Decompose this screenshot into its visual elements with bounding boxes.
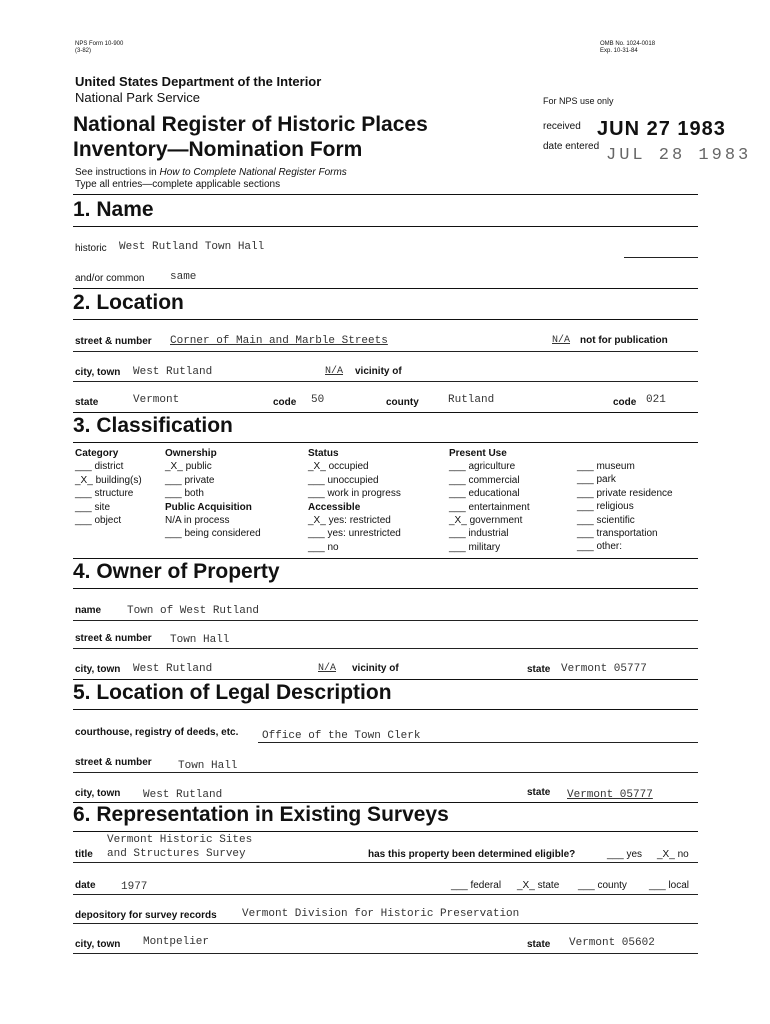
street-number-label: street & number bbox=[75, 336, 152, 347]
accessible-unrestricted: ___ yes: unrestricted bbox=[308, 528, 401, 540]
survey-city-label: city, town bbox=[75, 939, 121, 950]
owner-vicinity-value: N/A bbox=[318, 663, 337, 674]
use-museum: ___ museum bbox=[577, 461, 635, 472]
survey-date-value: 1977 bbox=[121, 881, 148, 893]
form-subtitle: Inventory—Nomination Form bbox=[73, 138, 363, 161]
use-commercial: ___ commercial bbox=[449, 474, 520, 486]
survey-title-value-line1: Vermont Historic Sites bbox=[107, 834, 253, 846]
county-code-value: 021 bbox=[646, 394, 666, 406]
underline bbox=[73, 620, 698, 621]
section-rule bbox=[73, 226, 698, 227]
courthouse-label: courthouse, registry of deeds, etc. bbox=[75, 727, 239, 738]
not-for-publication-label: not for publication bbox=[580, 335, 668, 346]
owner-state-label: state bbox=[527, 664, 551, 675]
level-state: _X_ state bbox=[517, 880, 560, 891]
agency-department: United States Department of the Interior bbox=[75, 74, 322, 89]
accessible-no: ___ no bbox=[308, 541, 339, 553]
owner-name-value: Town of West Rutland bbox=[127, 605, 260, 617]
underline bbox=[73, 648, 698, 649]
expiration-date: Exp. 10-31-84 bbox=[600, 48, 638, 54]
historic-value: West Rutland Town Hall bbox=[119, 241, 265, 253]
eligibility-question: has this property been determined eligible? bbox=[368, 849, 576, 860]
eligible-no: _X_ no bbox=[657, 849, 689, 860]
form-number: NPS Form 10-900 bbox=[75, 41, 124, 47]
use-religious: ___ religious bbox=[577, 501, 634, 513]
use-government: _X_ government bbox=[449, 515, 523, 527]
ownership-both: ___ both bbox=[165, 488, 204, 500]
owner-street-value: Town Hall bbox=[170, 634, 230, 646]
use-private-residence: ___ private residence bbox=[577, 487, 673, 499]
status-occupied: _X_ occupied bbox=[308, 461, 369, 473]
city-town-label: city, town bbox=[75, 367, 121, 378]
section-rule bbox=[73, 709, 698, 710]
legal-state-label: state bbox=[527, 787, 551, 798]
form-title: National Register of Historic Places bbox=[73, 113, 428, 136]
use-military: ___ military bbox=[449, 541, 501, 553]
legal-street-value: Town Hall bbox=[178, 760, 238, 772]
depository-value: Vermont Division for Historic Preservation bbox=[242, 908, 520, 920]
legal-city-value: West Rutland bbox=[143, 789, 223, 801]
use-industrial: ___ industrial bbox=[449, 528, 509, 540]
form-date: (3-82) bbox=[75, 48, 92, 54]
section-4-heading: 4. Owner of Property bbox=[73, 560, 280, 583]
underline bbox=[73, 351, 698, 352]
type-instructions: Type all entries—complete applicable sections bbox=[75, 179, 281, 190]
underline bbox=[73, 862, 698, 863]
level-local: ___ local bbox=[649, 880, 690, 891]
section-rule bbox=[73, 831, 698, 832]
present-use-column-2 bbox=[577, 460, 673, 554]
section-3-heading: 3. Classification bbox=[73, 414, 233, 437]
underline bbox=[73, 772, 698, 773]
state-code-value: 50 bbox=[311, 394, 325, 406]
use-scientific: ___ scientific bbox=[577, 514, 635, 526]
underline bbox=[624, 257, 698, 258]
present-use-column-1 bbox=[449, 447, 530, 554]
status-column bbox=[308, 447, 401, 554]
nps-use-label: For NPS use only bbox=[543, 96, 614, 106]
common-name-value: same bbox=[170, 271, 197, 283]
historic-label: historic bbox=[75, 243, 107, 254]
section-1-heading: 1. Name bbox=[73, 198, 154, 221]
state-code-label: code bbox=[273, 397, 297, 408]
owner-vicinity-label: vicinity of bbox=[352, 663, 399, 674]
not-for-publication-value: N/A bbox=[552, 335, 571, 346]
owner-name-label: name bbox=[75, 605, 102, 616]
agency-service: National Park Service bbox=[75, 90, 200, 105]
section-rule bbox=[73, 194, 698, 195]
use-educational: ___ educational bbox=[449, 488, 520, 500]
underline bbox=[73, 923, 698, 924]
street-number-value: Corner of Main and Marble Streets bbox=[170, 335, 388, 347]
depository-label: depository for survey records bbox=[75, 910, 217, 921]
present-use-header: Present Use bbox=[449, 448, 507, 459]
common-name-label: and/or common bbox=[75, 273, 145, 284]
section-6-heading: 6. Representation in Existing Surveys bbox=[73, 803, 449, 826]
level-federal: ___ federal bbox=[451, 880, 502, 891]
category-column bbox=[75, 447, 142, 527]
underline bbox=[258, 742, 698, 743]
underline bbox=[73, 953, 698, 954]
category-object: ___ object bbox=[75, 515, 122, 527]
ownership-column bbox=[165, 447, 261, 541]
eligible-yes: ___ yes bbox=[607, 849, 643, 860]
public-acquisition-header: Public Acquisition bbox=[165, 501, 252, 513]
state-label: state bbox=[75, 397, 99, 408]
owner-street-label: street & number bbox=[75, 633, 152, 644]
underline bbox=[73, 381, 698, 382]
instructions-reference: How to Complete National Register Forms bbox=[159, 167, 347, 178]
survey-title-value-line2: and Structures Survey bbox=[107, 848, 246, 860]
acquisition-being-considered: ___ being considered bbox=[165, 528, 261, 540]
section-5-heading: 5. Location of Legal Description bbox=[73, 681, 392, 704]
survey-date-label: date bbox=[75, 880, 96, 891]
category-structure: ___ structure bbox=[75, 488, 134, 500]
section-rule bbox=[73, 412, 698, 413]
section-rule bbox=[73, 442, 698, 443]
survey-city-value: Montpelier bbox=[143, 936, 210, 948]
received-label: received bbox=[543, 121, 581, 132]
owner-state-value: Vermont 05777 bbox=[561, 663, 647, 675]
accessible-restricted: _X_ yes: restricted bbox=[308, 515, 391, 527]
category-district: ___ district bbox=[75, 461, 124, 473]
owner-city-value: West Rutland bbox=[133, 663, 213, 675]
date-entered-label: date entered bbox=[543, 141, 600, 152]
acquisition-in-process: N/A in process bbox=[165, 515, 230, 527]
use-park: ___ park bbox=[577, 474, 616, 486]
survey-state-label: state bbox=[527, 939, 551, 950]
ownership-header: Ownership bbox=[165, 448, 217, 459]
status-header: Status bbox=[308, 448, 339, 459]
owner-city-label: city, town bbox=[75, 664, 121, 675]
section-rule bbox=[73, 679, 698, 680]
city-town-value: West Rutland bbox=[133, 366, 213, 378]
legal-state-value: Vermont 05777 bbox=[567, 789, 653, 801]
level-county: ___ county bbox=[578, 880, 627, 891]
category-buildings: _X_ building(s) bbox=[75, 474, 142, 486]
instructions: See instructions in How to Complete National Register Forms bbox=[75, 167, 347, 178]
legal-city-label: city, town bbox=[75, 788, 121, 799]
status-work-in-progress: ___ work in progress bbox=[308, 488, 401, 500]
county-code-label: code bbox=[613, 397, 637, 408]
legal-street-label: street & number bbox=[75, 757, 152, 768]
use-entertainment: ___ entertainment bbox=[449, 501, 530, 513]
use-agriculture: ___ agriculture bbox=[449, 461, 516, 473]
vicinity-value: N/A bbox=[325, 366, 344, 377]
survey-title-label: title bbox=[75, 849, 93, 860]
category-header: Category bbox=[75, 448, 119, 459]
ownership-private: ___ private bbox=[165, 474, 215, 486]
status-unoccupied: ___ unoccupied bbox=[308, 474, 379, 486]
county-value: Rutland bbox=[448, 394, 495, 406]
survey-state-value: Vermont 05602 bbox=[569, 937, 655, 949]
section-rule bbox=[73, 588, 698, 589]
use-other: ___ other: bbox=[577, 541, 623, 553]
state-value: Vermont bbox=[133, 394, 180, 406]
ownership-public: _X_ public bbox=[165, 461, 212, 473]
section-rule bbox=[73, 288, 698, 289]
section-2-heading: 2. Location bbox=[73, 291, 184, 314]
date-entered-stamp: JUL 28 1983 bbox=[606, 146, 752, 165]
use-transportation: ___ transportation bbox=[577, 528, 658, 540]
section-rule bbox=[73, 558, 698, 559]
received-stamp: JUN 27 1983 bbox=[597, 118, 726, 140]
courthouse-value: Office of the Town Clerk bbox=[262, 730, 421, 742]
accessible-header: Accessible bbox=[308, 501, 361, 513]
omb-number: OMB No. 1024-0018 bbox=[600, 41, 656, 47]
section-rule bbox=[73, 319, 698, 320]
county-label: county bbox=[386, 397, 419, 408]
underline bbox=[73, 894, 698, 895]
category-site: ___ site bbox=[75, 501, 111, 513]
vicinity-label: vicinity of bbox=[355, 366, 402, 377]
